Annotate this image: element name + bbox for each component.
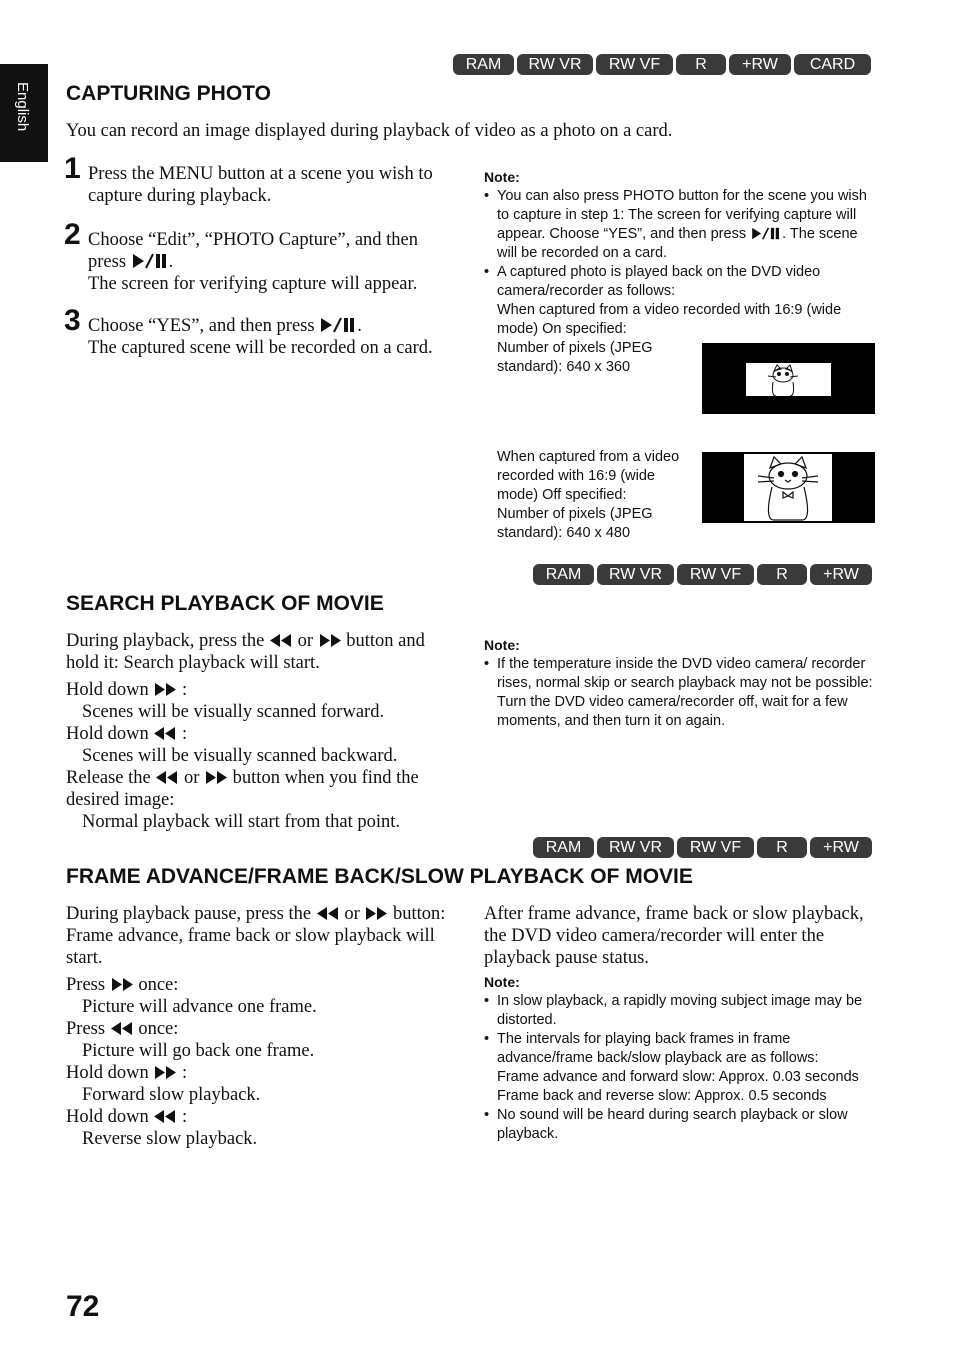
badge-plus-rw: +RW <box>729 54 791 75</box>
hold-back-line: Hold down : <box>66 1107 188 1127</box>
release-desc: Normal playback will start from that point. <box>82 812 401 832</box>
badge-ram: RAM <box>533 837 594 858</box>
note-item: • In slow playback, a rapidly moving subject image may be distorted. <box>484 992 876 1030</box>
badge-card: CARD <box>794 54 871 75</box>
capturing-intro: You can record an image displayed during playback of video as a photo on a card. <box>66 121 673 141</box>
play-pause-icon <box>750 227 782 240</box>
cat-icon <box>744 454 832 521</box>
search-intro: During playback, press the or button and hold it: Search playback will start. <box>66 631 425 673</box>
note-item: • A captured photo is played back on the DVD video camera/recorder as follows: When captured from a video recorded with 16:9 (wide mode) On specified: <box>484 263 876 339</box>
press-forward-desc: Picture will advance one frame. <box>82 997 317 1017</box>
badge-plus-rw: +RW <box>810 837 872 858</box>
badge-plus-rw: +RW <box>810 564 872 585</box>
hold-forward-line: Hold down : <box>66 1063 188 1083</box>
capturing-note <box>484 168 876 339</box>
frame-intro: During playback pause, press the or button: Frame advance, frame back or slow playback will start. <box>66 904 446 968</box>
hold-back-desc: Reverse slow playback. <box>82 1129 258 1149</box>
step-3-number: 3 <box>64 304 81 337</box>
language-label: English <box>14 82 31 132</box>
wide-on-pixels: Number of pixels (JPEG standard): 640 x 360 <box>497 340 653 375</box>
rewind-icon <box>155 770 179 785</box>
frame-title: FRAME ADVANCE/FRAME BACK/SLOW PLAYBACK OF MOVIE <box>66 865 693 888</box>
frame-note <box>484 973 876 1144</box>
note-item: • If the temperature inside the DVD video camera/ recorder rises, normal skip or search playback may not be possible: Turn the DVD video camera/recorder off, wait for a few moments, and then turn it on again. <box>484 655 876 731</box>
note-item: • The intervals for playing back frames in frame advance/frame back/slow playback are as follows: Frame advance and forward slow: Approx. 0.03 seconds Frame back and reverse slow: Approx. 0.5 seconds <box>484 1030 876 1106</box>
hold-forward-desc: Forward slow playback. <box>82 1085 261 1105</box>
fast-forward-icon <box>364 906 388 921</box>
hold-forward-desc: Scenes will be visually scanned forward. <box>82 702 385 722</box>
frame-body <box>66 903 461 1150</box>
fast-forward-icon <box>153 1065 177 1080</box>
press-forward-line: Press once: <box>66 975 179 995</box>
fast-forward-icon <box>110 977 134 992</box>
badge-rw-vr: RW VR <box>597 837 674 858</box>
rewind-icon <box>316 906 340 921</box>
play-pause-icon <box>319 317 357 333</box>
capturing-title: CAPTURING PHOTO <box>66 82 271 105</box>
badge-rw-vf: RW VF <box>596 54 673 75</box>
badge-r: R <box>676 54 726 75</box>
note-title: Note: <box>484 974 520 990</box>
badge-rw-vf: RW VF <box>677 564 754 585</box>
badge-r: R <box>757 837 807 858</box>
language-tab <box>0 64 48 162</box>
fast-forward-icon <box>318 633 342 648</box>
press-back-desc: Picture will go back one frame. <box>82 1041 315 1061</box>
rewind-icon <box>153 726 177 741</box>
fast-forward-icon <box>204 770 228 785</box>
search-title: SEARCH PLAYBACK OF MOVIE <box>66 592 384 615</box>
note-title: Note: <box>484 169 520 185</box>
badge-r: R <box>757 564 807 585</box>
wide-mode-on-thumbnail <box>702 343 875 414</box>
note-title: Note: <box>484 637 520 653</box>
play-pause-icon <box>131 253 169 269</box>
step-3-text: Choose “YES”, and then press . The captured scene will be recorded on a card. <box>88 316 433 358</box>
page-number: 72 <box>66 1290 100 1323</box>
search-note <box>484 636 876 731</box>
fast-forward-icon <box>153 682 177 697</box>
note-item: • You can also press PHOTO button for the scene you wish to capture in step 1: The screen for verifying capture will appear. Choose “YES”, and then press . The scene will be recorded on a card. <box>484 187 876 263</box>
frame-after-text: After frame advance, frame back or slow playback, the DVD video camera/recorder will enter the playback pause status. <box>484 904 864 968</box>
wide-off-description: When captured from a video recorded with 16:9 (wide mode) Off specified: Number of pixels (JPEG standard): 640 x 480 <box>497 449 680 541</box>
badge-rw-vf: RW VF <box>677 837 754 858</box>
note-item: • No sound will be heard during search playback or slow playback. <box>484 1106 876 1144</box>
press-back-line: Press once: <box>66 1019 179 1039</box>
disc-badges-frame <box>533 837 872 858</box>
hold-forward-line: Hold down : <box>66 680 188 700</box>
disc-badges-search <box>533 564 872 585</box>
step-2-number: 2 <box>64 218 81 251</box>
release-line: Release the or button when you find the desired image: <box>66 768 419 810</box>
cat-icon <box>746 363 831 396</box>
step-2-text: Choose “Edit”, “PHOTO Capture”, and then press . The screen for verifying capture will appear. <box>88 230 419 294</box>
badge-ram: RAM <box>533 564 594 585</box>
step-1-number: 1 <box>64 152 81 185</box>
wide-mode-off-thumbnail <box>702 452 875 523</box>
hold-back-line: Hold down : <box>66 724 188 744</box>
badge-rw-vr: RW VR <box>517 54 593 75</box>
badge-ram: RAM <box>453 54 514 75</box>
rewind-icon <box>110 1021 134 1036</box>
rewind-icon <box>269 633 293 648</box>
hold-back-desc: Scenes will be visually scanned backward. <box>82 746 398 766</box>
step-1-text: Press the MENU button at a scene you wish to capture during playback. <box>88 164 433 206</box>
rewind-icon <box>153 1109 177 1124</box>
search-body <box>66 630 461 833</box>
disc-badges-capturing <box>453 54 871 75</box>
badge-rw-vr: RW VR <box>597 564 674 585</box>
